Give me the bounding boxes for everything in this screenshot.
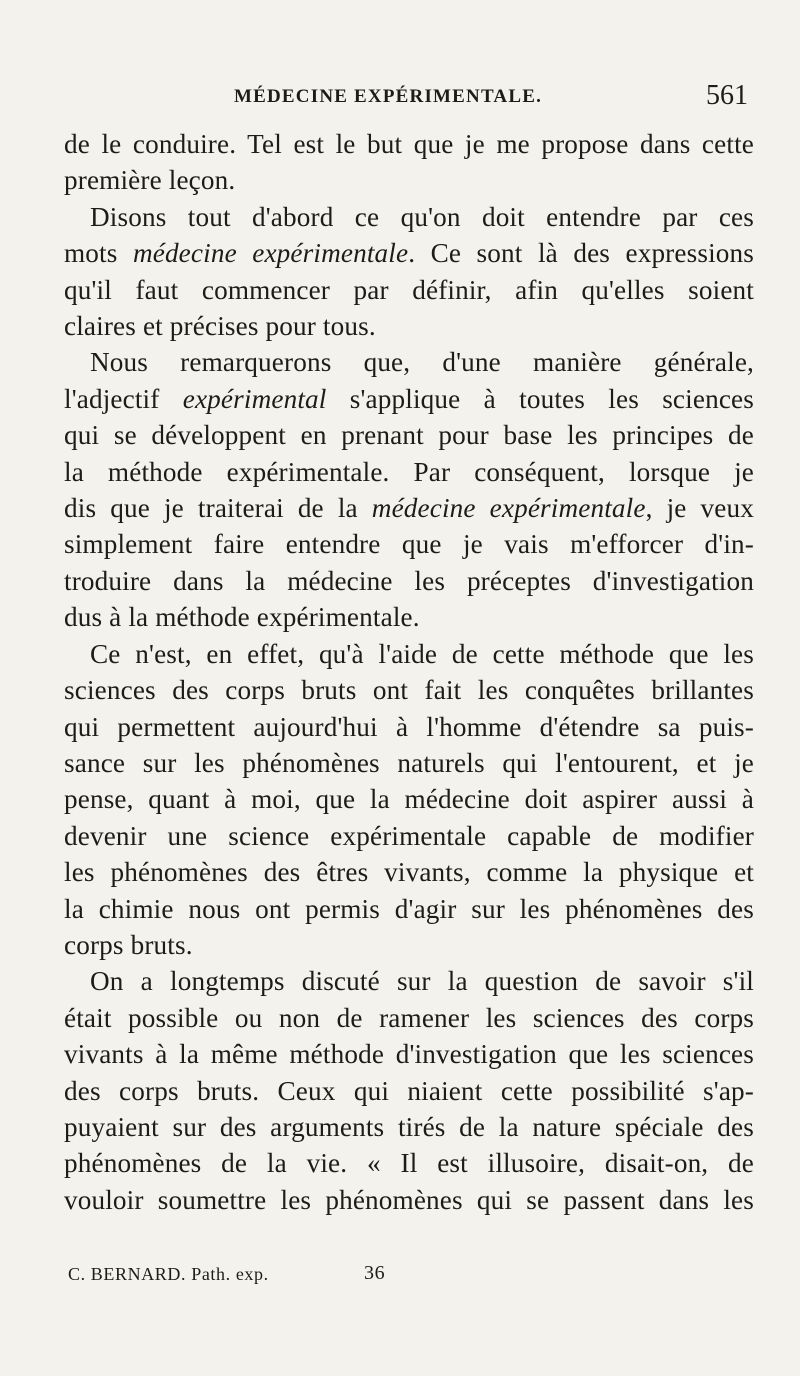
text-line: devenir une science expérimentale capable de modifier: [64, 820, 754, 851]
text-line: sciences des corps bruts ont fait les conquêtes brillantes: [64, 675, 754, 706]
text-line: était possible ou non de ramener les sciences des corps: [64, 1002, 754, 1033]
text-line: simplement faire entendre que je vais m'efforcer d'in-: [64, 529, 754, 560]
text-line: les phénomènes des êtres vivants, comme la physique et: [64, 857, 754, 888]
text-line: sance sur les phénomènes naturels qui l'entourent, et je: [64, 747, 754, 778]
book-page: [64, 80, 754, 1284]
text-line: première leçon.: [64, 165, 236, 196]
sheet-number: 36: [364, 1262, 386, 1284]
text-line: pense, quant à moi, que la médecine doit aspirer aussi à: [64, 784, 754, 815]
italic-term: médecine expérimentale: [132, 238, 409, 269]
text-line: Ce n'est, en effet, qu'à l'aide de cette méthode que les: [90, 638, 754, 669]
page-number: 561: [706, 80, 748, 111]
text-line: qu'il faut commencer par définir, afin qu'elles soient: [64, 274, 754, 305]
text-line: puyaient sur des arguments tirés de la nature spéciale des: [64, 1111, 754, 1142]
text-line: la méthode expérimentale. Par conséquent, lorsque je: [64, 456, 754, 487]
text-line: qui se développent en prenant pour base les principes de: [64, 420, 754, 451]
text-line: Nous remarquerons que, d'une manière générale,: [90, 347, 754, 378]
text-line: dus à la méthode expérimentale.: [64, 602, 420, 633]
text-line: vivants à la même méthode d'investigation que les sciences: [64, 1039, 754, 1070]
text-line: de le conduire. Tel est le but que je me propose dans cette: [64, 129, 754, 159]
text-line: corps bruts.: [64, 929, 193, 960]
italic-term: médecine expérimentale: [371, 493, 646, 524]
text-line: qui permettent aujourd'hui à l'homme d'étendre sa puis-: [64, 711, 754, 742]
text-line: mots médecine expérimentale. Ce sont là des expressions: [64, 238, 754, 269]
running-head: [64, 80, 754, 126]
printer-signature: C. BERNARD. Path. exp.: [68, 1264, 269, 1284]
text-line: claires et précises pour tous.: [64, 311, 376, 342]
italic-term: expérimental: [182, 383, 327, 414]
text-line: dis que je traiterai de la médecine expérimentale, je veux: [64, 493, 754, 524]
body-text: [64, 126, 754, 1218]
text-line: l'adjectif expérimental s'applique à toutes les sciences: [64, 383, 754, 414]
text-line: On a longtemps discuté sur la question de savoir s'il: [90, 966, 754, 997]
text-line: vouloir soumettre les phénomènes qui se passent dans les: [64, 1184, 754, 1215]
text-line: Disons tout d'abord ce qu'on doit entendre par ces: [90, 201, 754, 232]
text-line: phénomènes de la vie. « Il est illusoire, disait-on, de: [64, 1148, 754, 1179]
running-title: MÉDECINE EXPÉRIMENTALE.: [234, 86, 543, 107]
text-line: la chimie nous ont permis d'agir sur les phénomènes des: [64, 893, 754, 924]
text-line: troduire dans la médecine les préceptes d'investigation: [64, 565, 754, 596]
text-line: des corps bruts. Ceux qui niaient cette possibilité s'ap-: [64, 1075, 754, 1106]
